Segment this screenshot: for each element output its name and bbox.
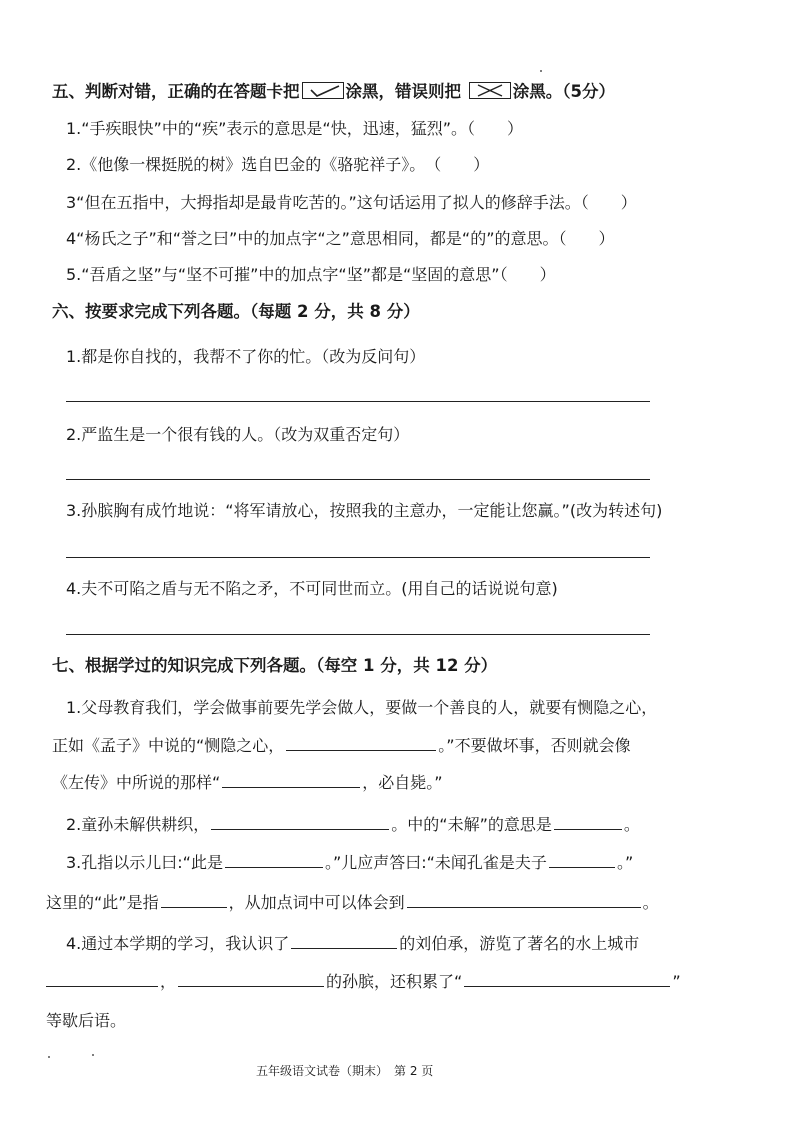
section7-heading: 七、根据学过的知识完成下列各题。（每空 1 分，共 12 分） <box>52 656 498 675</box>
section7-q2: 2.童孙未解供耕织， 。中的“未解”的意思是 。 <box>66 815 640 834</box>
section7-q3-line2: 这里的“此”是指 ，从加点词中可以体会到 。 <box>46 893 659 912</box>
fill-blank[interactable] <box>554 813 622 830</box>
section7-q4-line1: 4.通过本学期的学习，我认识了 的刘伯承，游览了著名的水上城市 <box>66 934 640 953</box>
answer-line-4[interactable] <box>66 634 650 635</box>
section5-heading: 五、判断对错，正确的在答题卡把 涂黑，错误则把 涂黑。（5分） <box>52 82 615 101</box>
section5-item-2: 2.《他像一棵挺脱的树》选自巴金的《骆驼祥子》。 （ ） <box>66 155 490 174</box>
section7-q1-line1: 1.父母教育我们，学会做事前要先学会做人，要做一个善良的人，就要有恻隐之心， <box>66 698 658 717</box>
fill-blank[interactable] <box>407 891 641 908</box>
section6-item-4: 4.夫不可陷之盾与无不陷之矛，不可同世而立。(用自己的话说说句意) <box>66 579 558 598</box>
section5-item-1: 1.“手疾眼快”中的“疾”表示的意思是“快，迅速，猛烈”。（ ） <box>66 119 524 138</box>
section6-item-2: 2.严监生是一个很有钱的人。（改为双重否定句） <box>66 425 410 444</box>
section7-q3-line1: 3.孔指以示儿曰:“此是 。”儿应声答曰:“未闻孔雀是夫子 。” <box>66 853 634 872</box>
fill-blank[interactable] <box>291 932 397 949</box>
page-footer: 五年级语文试卷（期末） 第 2 页 <box>256 1064 434 1078</box>
section5-item-4: 4“杨氏之子”和“誉之曰”中的加点字“之”意思相同，都是“的”的意思。（ ） <box>66 229 615 248</box>
fill-blank[interactable] <box>161 891 227 908</box>
section6-item-1: 1.都是你自找的，我帮不了你的忙。（改为反问句） <box>66 347 426 366</box>
section7-q1-line3: 《左传》中所说的那样“ ，必自毙。” <box>52 773 443 792</box>
section6-item-3: 3.孙膑胸有成竹地说：“将军请放心，按照我的主意办，一定能让您赢。”(改为转述句) <box>66 501 663 520</box>
fill-blank[interactable] <box>46 970 158 987</box>
section5-item-3: 3“但在五指中，大拇指却是最肯吃苦的。”这句话运用了拟人的修辞手法。（ ） <box>66 193 637 212</box>
section5-item-5: 5.“吾盾之坚”与“坚不可摧”中的加点字“坚”都是“坚固的意思”（ ） <box>66 265 556 284</box>
fill-blank[interactable] <box>178 970 324 987</box>
answer-line-3[interactable] <box>66 557 650 558</box>
fill-blank[interactable] <box>286 734 436 751</box>
section7-q4-line3: 等歇后语。 <box>46 1011 127 1030</box>
cross-box-icon <box>469 82 511 99</box>
scan-speck <box>92 1054 94 1056</box>
section6-heading: 六、按要求完成下列各题。（每题 2 分，共 8 分） <box>52 302 420 321</box>
answer-line-1[interactable] <box>66 401 650 402</box>
answer-line-2[interactable] <box>66 479 650 480</box>
fill-blank[interactable] <box>222 771 360 788</box>
scan-speck <box>48 1056 50 1058</box>
fill-blank[interactable] <box>225 851 323 868</box>
scan-speck <box>540 70 542 72</box>
fill-blank[interactable] <box>549 851 615 868</box>
section7-q1-line2: 正如《孟子》中说的“恻隐之心， 。”不要做坏事，否则就会像 <box>52 736 631 755</box>
section7-q4-line2: ， 的孙膑，还积累了“ ” <box>44 970 681 993</box>
fill-blank[interactable] <box>464 970 670 987</box>
check-box-icon <box>302 82 344 99</box>
fill-blank[interactable] <box>211 813 389 830</box>
